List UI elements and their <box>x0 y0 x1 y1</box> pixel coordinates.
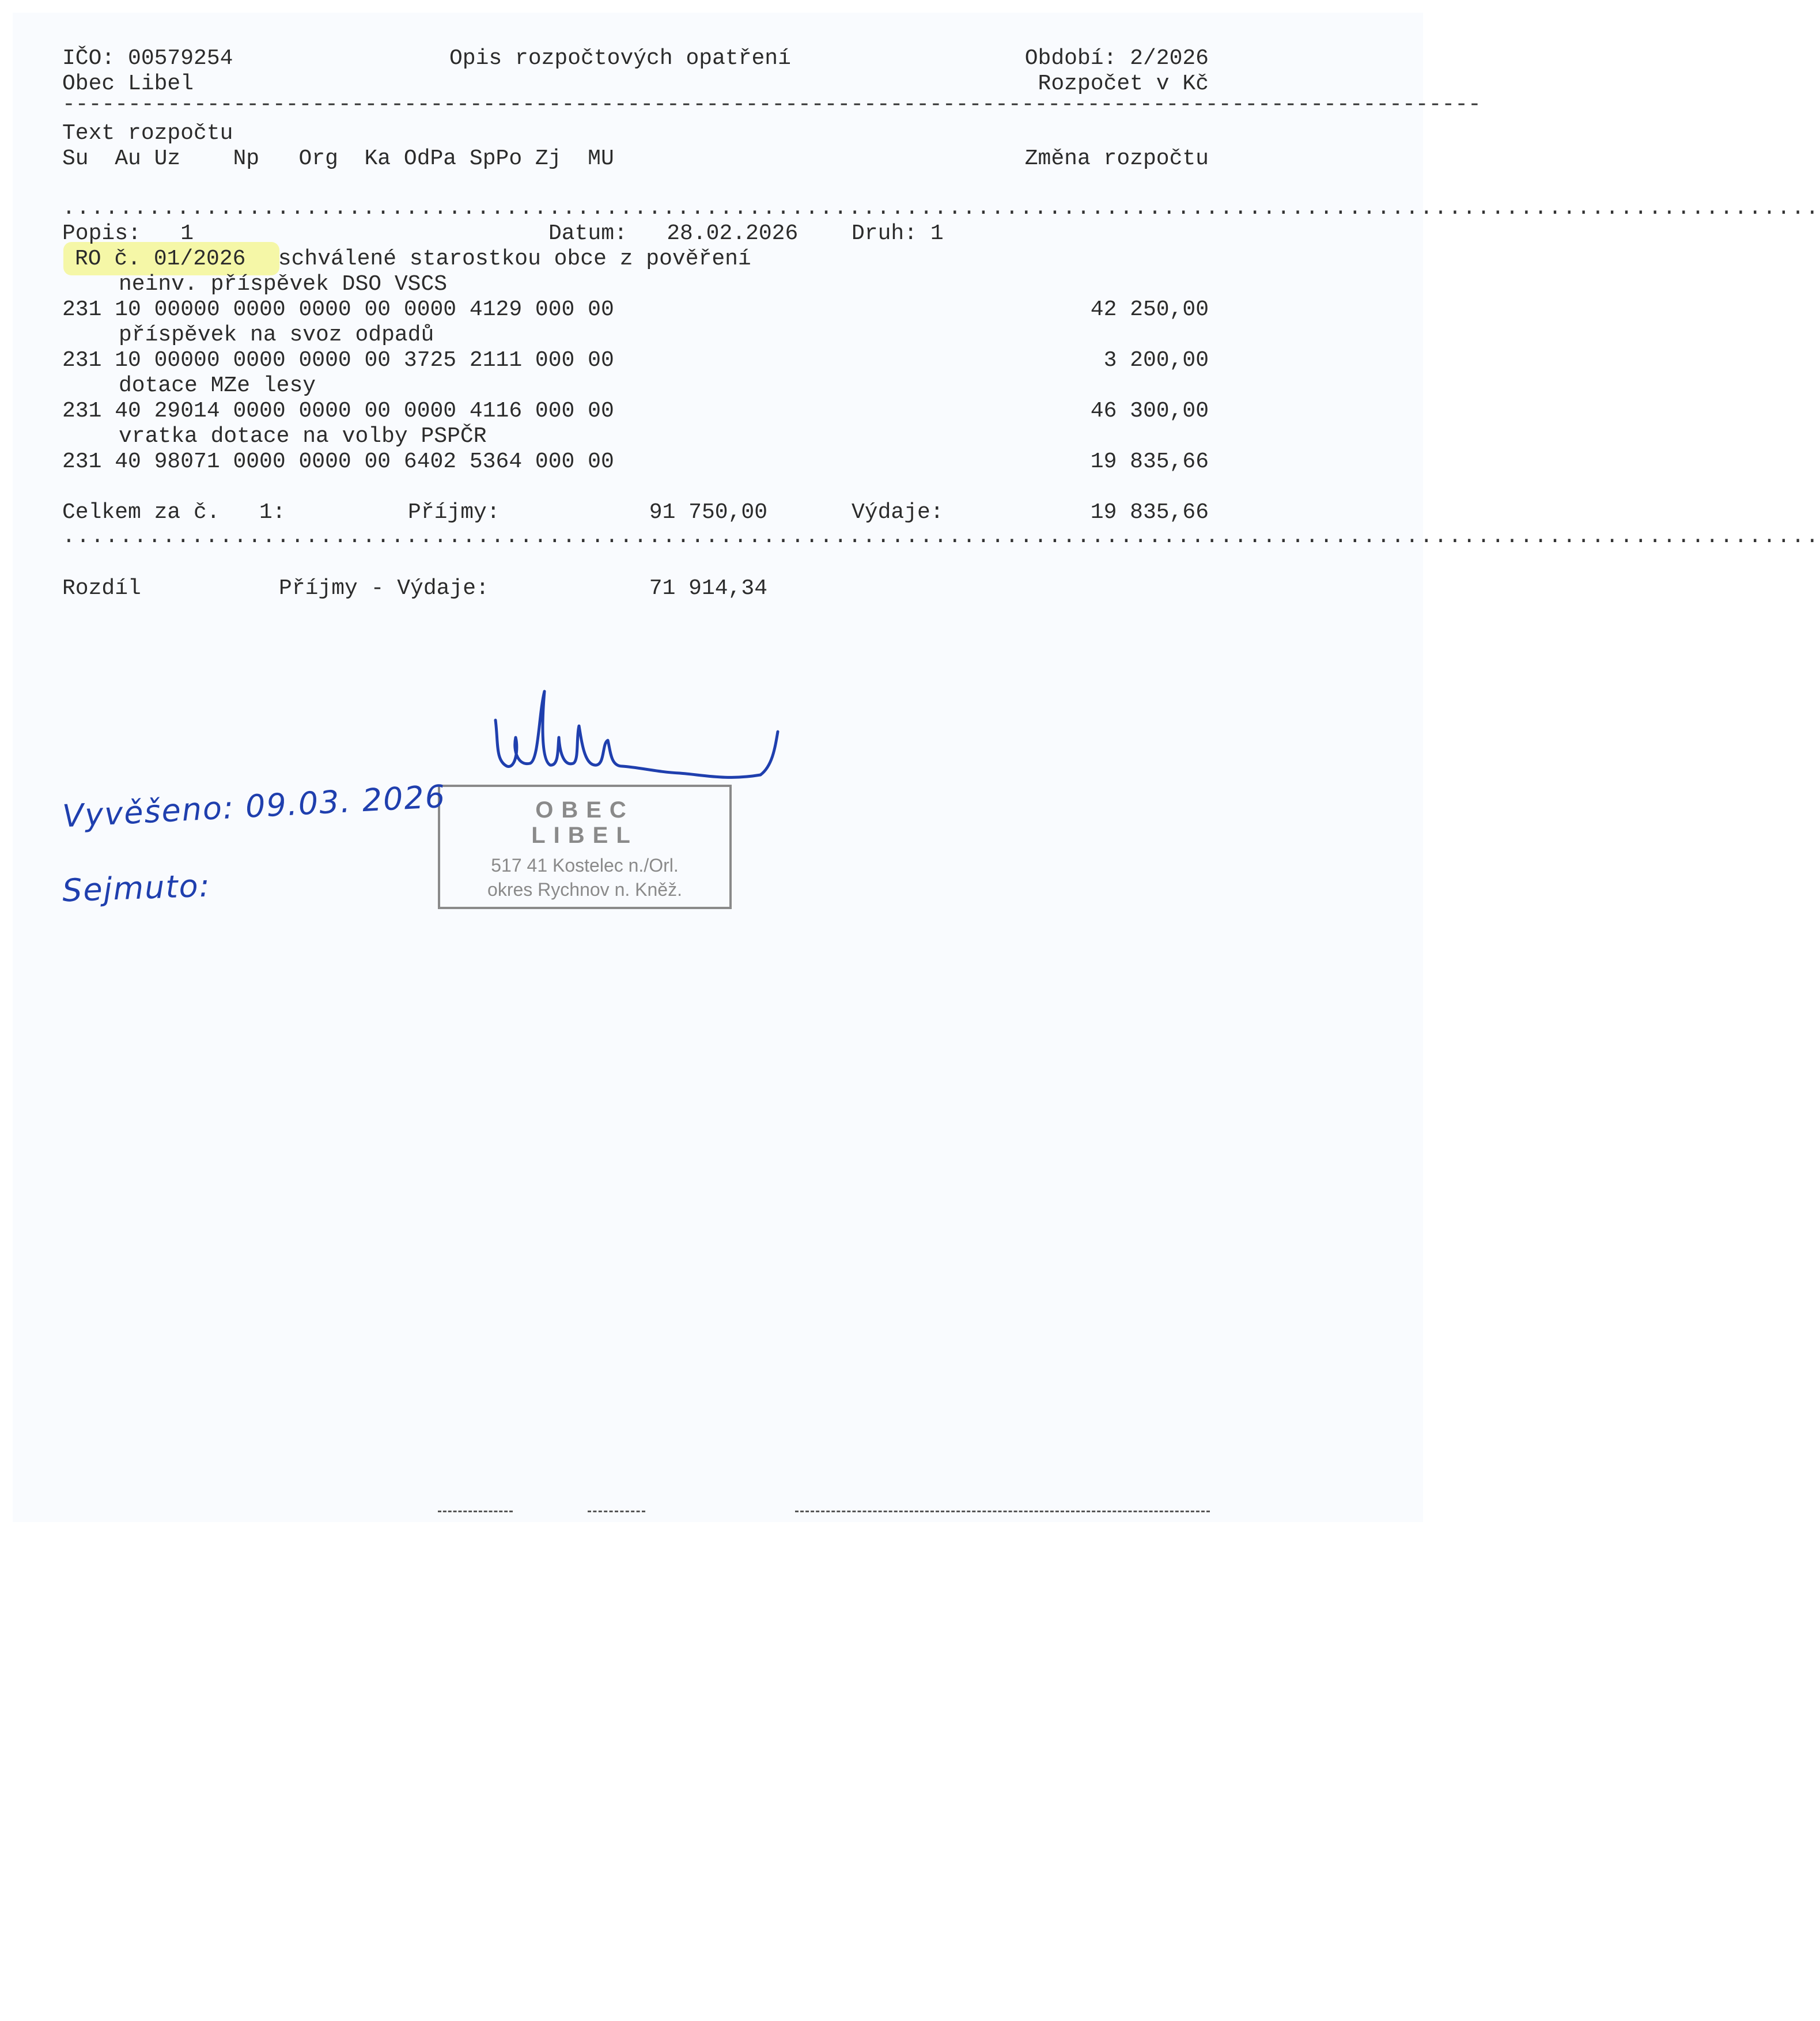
municipality-name: Obec Libel <box>62 71 194 96</box>
item-code: 231 10 00000 0000 0000 00 3725 2111 000 00 <box>62 348 614 373</box>
budget-currency: Rozpočet v Kč <box>1038 71 1209 96</box>
signature <box>484 680 784 818</box>
rozdil-formula: Příjmy - Výdaje: <box>279 576 489 601</box>
stamp-line: okres Rychnov n. Kněž. <box>487 879 682 900</box>
stamp-line: LIBEL <box>531 823 638 848</box>
ro-number: RO č. 01/2026 <box>75 247 246 271</box>
popis-label: Popis: 1 <box>62 221 194 246</box>
item-code: 231 10 00000 0000 0000 00 0000 4129 000 00 <box>62 297 614 322</box>
item-text: dotace MZe lesy <box>119 373 316 398</box>
prijmy-value: 91 750,00 <box>649 500 767 525</box>
item-amount: 42 250,00 <box>1090 297 1209 322</box>
druh: Druh: 1 <box>852 221 944 246</box>
text-rozpoctu-header: Text rozpočtu <box>62 121 233 146</box>
item-amount: 3 200,00 <box>1103 348 1209 373</box>
bottom-dash-line <box>438 1511 513 1512</box>
stamp-line: OBEC <box>535 797 634 823</box>
item-text: neinv. příspěvek DSO VSCS <box>119 272 448 297</box>
rozdil-value: 71 914,34 <box>649 576 767 601</box>
ro-description: schválené starostkou obce z pověření <box>265 247 751 271</box>
celkem-label: Celkem za č. 1: <box>62 500 286 525</box>
item-code: 231 40 98071 0000 0000 00 6402 5364 000 00 <box>62 449 614 474</box>
vydaje-label: Výdaje: <box>852 500 944 525</box>
item-amount: 19 835,66 <box>1090 449 1209 474</box>
separator-dotted: ........................................................................................................................... <box>62 524 1820 549</box>
separator-dotted: ........................................................................................................................... <box>62 196 1820 221</box>
ico-number: IČO: 00579254 <box>62 46 233 71</box>
datum: Datum: 28.02.2026 <box>548 221 799 246</box>
column-headers: Su Au Uz Np Org Ka OdPa SpPo Zj MU <box>62 146 614 171</box>
item-text: příspěvek na svoz odpadů <box>119 323 434 347</box>
bottom-dash-line <box>795 1511 1210 1512</box>
item-amount: 46 300,00 <box>1090 399 1209 423</box>
vydaje-value: 19 835,66 <box>1090 500 1209 525</box>
bottom-dash-line <box>588 1511 645 1512</box>
handwritten-removed-date: Sejmuto: <box>61 867 211 909</box>
separator-dashed: ------------------------------------------------------------------------------------------------------------ <box>62 92 1481 117</box>
rozdil-label: Rozdíl <box>62 576 141 601</box>
zmena-rozpoctu-header: Změna rozpočtu <box>1024 146 1209 171</box>
handwritten-posted-date: Vyvěšeno: 09.03. 2026 <box>61 778 447 835</box>
item-code: 231 40 29014 0000 0000 00 0000 4116 000 00 <box>62 399 614 423</box>
item-text: vratka dotace na volby PSPČR <box>119 424 487 449</box>
period: Období: 2/2026 <box>1024 46 1209 71</box>
document-title: Opis rozpočtových opatření <box>449 46 791 71</box>
prijmy-label: Příjmy: <box>408 500 500 525</box>
stamp-line: 517 41 Kostelec n./Orl. <box>491 855 679 876</box>
